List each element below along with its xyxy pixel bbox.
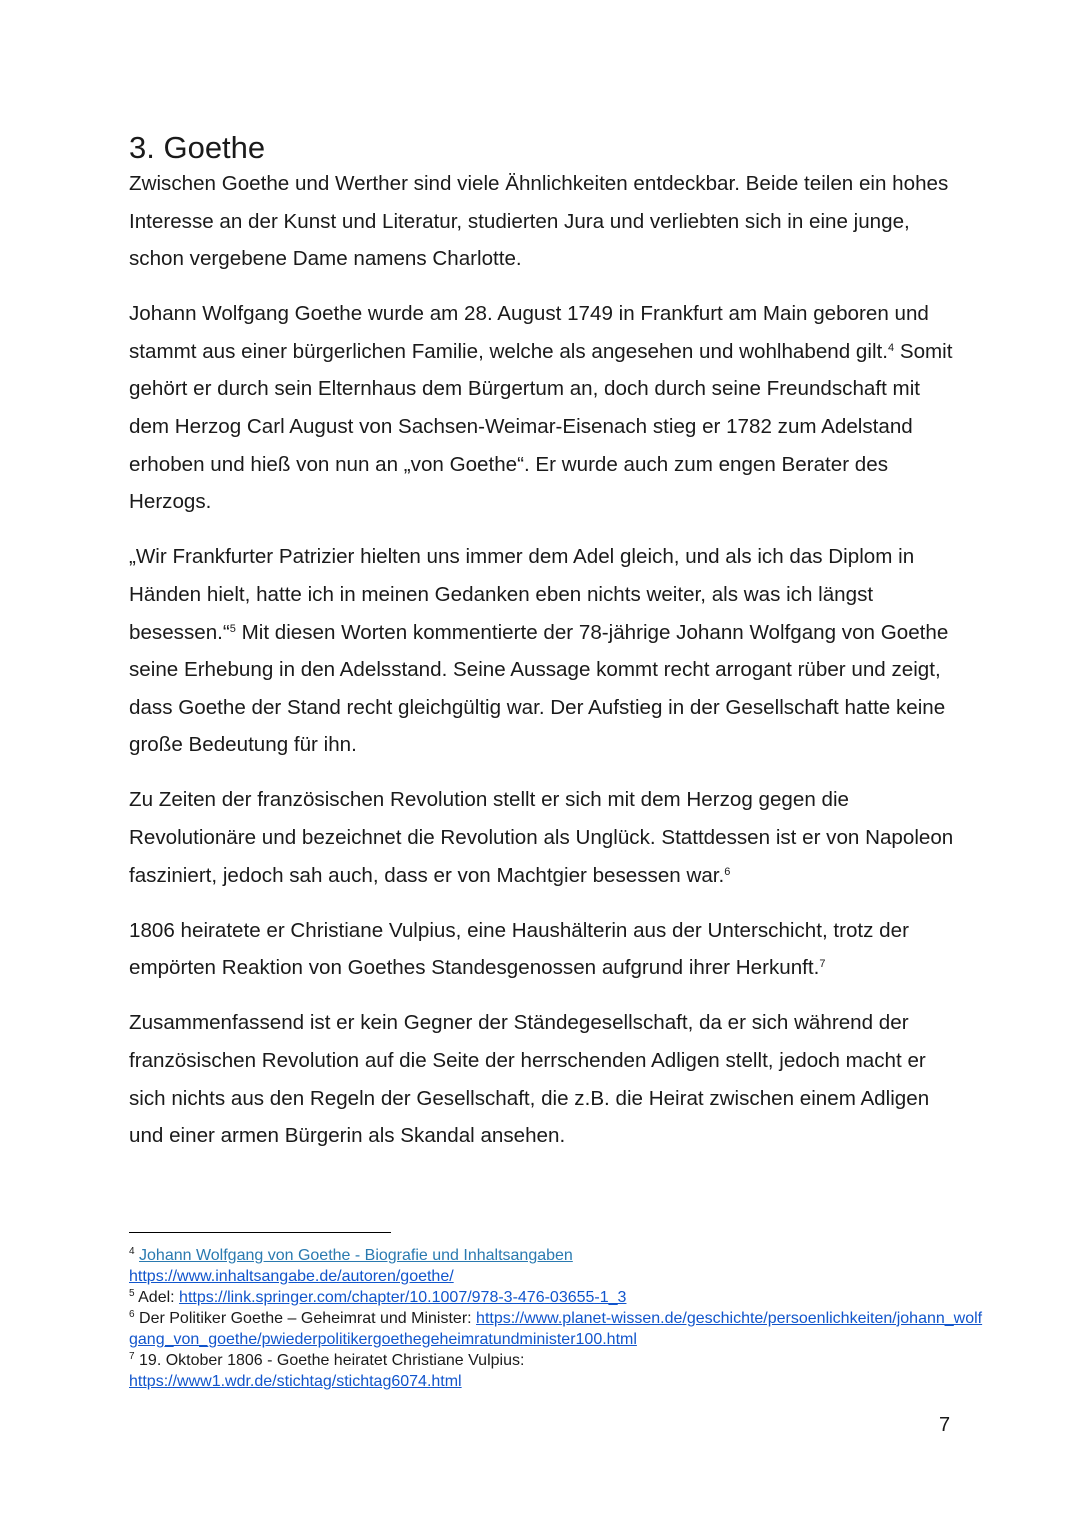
footnote-5-label: Adel: [138,1289,180,1306]
paragraph-quote [129,538,959,764]
paragraph-conclusion: Zusammenfassend ist er kein Gegner der Ständegesellschaft, da er sich während der französischen Revolution auf die Seite der herrschenden Adligen stellt, jedoch macht er sich nichts aus den Regeln der Gesellschaft, die z.B. die Heirat zwischen einem Adligen und einer armen Bürgerin als Skandal ansehen. [129,1011,930,1148]
quote-commentary: Mit diesen Worten kommentierte der 78-jährige Johann Wolfgang von Goethe seine Erhebung in den Adelsstand. Seine Aussage kommt recht arrogant rüber und zeigt, dass Goethe der Stand recht gleichgültig war. Der Aufstieg in der Gesellschaft hatte keine große Bedeutung für ihn. [129,620,949,757]
footnote-7-url-link[interactable]: https://www1.wdr.de/stichtag/stichtag6074.html [129,1373,462,1390]
page-number: 7 [939,1414,951,1436]
footnote-number: 4 [129,1246,135,1257]
footnote-ref-7[interactable]: 7 [819,958,826,971]
quote-text: „Wir Frankfurter Patrizier hielten uns immer dem Adel gleich, und als ich das Diplom in Händen hielt, hatte ich in meinen Gedanken eben nichts weiter, als was ich längst besessen.“ [129,545,915,644]
paragraph-revolution [129,781,959,894]
footnote-6-url-link[interactable]: https://www.planet-wissen.de/geschichte/persoenlichkeiten/johann_wolfgang_von_goethe/pwiederpolitikergoethegeheimratundminister100.html [129,1310,983,1348]
footnote-4-url-link[interactable]: https://www.inhaltsangabe.de/autoren/goethe/ [129,1268,454,1285]
section-heading: 3. Goethe [129,130,266,165]
paragraph-intro: Zwischen Goethe und Werther sind viele Ähnlichkeiten entdeckbar. Beide teilen ein hohes Interesse an der Kunst und Literatur, studierten Jura und verliebten sich in eine junge, schon vergebene Dame namens Charlotte. [129,172,949,271]
footnote-number: 5 [129,1288,135,1299]
footnote-6-label: Der Politiker Goethe – Geheimrat und Minister: [139,1310,477,1327]
footnote-7 [129,1350,989,1392]
footnote-5-url-link[interactable]: https://link.springer.com/chapter/10.1007/978-3-476-03655-1_3 [179,1289,627,1306]
footnote-4 [129,1245,989,1287]
footnote-5 [129,1287,989,1308]
footnote-number: 7 [129,1351,135,1362]
footnote-6 [129,1308,989,1350]
footnote-ref-6[interactable]: 6 [724,865,731,878]
body-text [129,165,959,1172]
paragraph-marriage-text: 1806 heiratete er Christiane Vulpius, eine Haushälterin aus der Unterschicht, trotz der empörten Reaktion von Goethes Standesgenossen aufgrund ihrer Herkunft. [129,918,909,980]
footnote-separator [129,1232,391,1233]
footnote-ref-5[interactable]: 5 [229,622,236,635]
paragraph-biography [129,295,959,521]
footnote-number: 6 [129,1309,135,1320]
footnote-ref-4[interactable]: 4 [887,341,895,354]
paragraph-biography-part1: Johann Wolfgang Goethe wurde am 28. August 1749 in Frankfurt am Main geboren und stammt aus einer bürgerlichen Familie, welche als angesehen und wohlhabend gilt. [129,302,929,363]
paragraph-revolution-text: Zu Zeiten der französischen Revolution stellt er sich mit dem Herzog gegen die Revolutionäre und bezeichnet die Revolution als Unglück. Stattdessen ist er von Napoleon fasziniert, jedoch sah auch, dass er von Machtgier besessen war. [129,788,954,887]
footnote-7-label: 19. Oktober 1806 - Goethe heiratet Christiane Vulpius: [139,1352,525,1369]
paragraph-biography-part2: Somit gehört er durch sein Elternhaus dem Bürgertum an, doch durch seine Freundschaft mit dem Herzog Carl August von Sachsen-Weimar-Eisenach stieg er 1782 zum Adelstand erhoben und hieß von nun an „von Goethe“. Er wurde auch zum engen Berater des Herzogs. [129,339,953,514]
paragraph-marriage [129,912,959,987]
footnote-4-title-link[interactable]: Johann Wolfgang von Goethe - Biografie und Inhaltsangaben [139,1247,573,1264]
footnotes [129,1245,989,1392]
